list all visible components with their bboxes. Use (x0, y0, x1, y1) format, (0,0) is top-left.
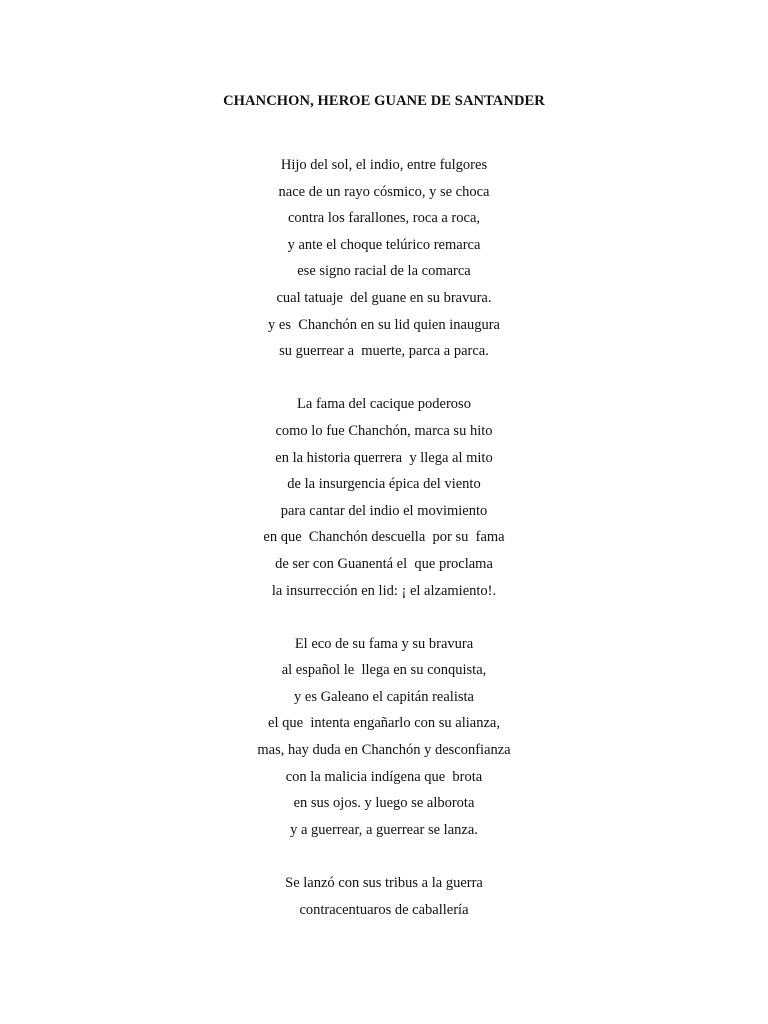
poem-line: cual tatuaje del guane en su bravura. (276, 289, 492, 306)
poem-line: nace de un rayo cósmico, y se choca (278, 183, 490, 200)
stanza-4 (0, 872, 768, 925)
poem-line: y a guerrear, a guerrear se lanza. (290, 821, 478, 838)
poem-line: El eco de su fama y su bravura (294, 635, 474, 652)
poem-line: ese signo racial de la comarca (297, 263, 471, 280)
poem-line: como lo fue Chanchón, marca su hito (275, 422, 493, 439)
poem-line: de la insurgencia épica del viento (287, 476, 481, 493)
poem-line: y ante el choque telúrico remarca (287, 236, 481, 253)
stanza-1 (0, 154, 768, 367)
poem-body (0, 154, 768, 952)
poem-line: en sus ojos. y luego se alborota (293, 795, 475, 812)
poem-line: contra los farallones, roca a roca, (287, 210, 481, 227)
poem-line: su guerrear a muerte, parca a parca. (279, 343, 489, 360)
poem-line: mas, hay duda en Chanchón y desconfianza (257, 742, 511, 759)
poem-line: en la historia querrera y llega al mito (275, 449, 493, 466)
poem-line: Hijo del sol, el indio, entre fulgores (280, 157, 488, 173)
poem-line: de ser con Guanentá el que proclama (275, 555, 493, 572)
poem-line: para cantar del indio el movimiento (280, 502, 488, 519)
poem-line: y es Galeano el capitán realista (294, 688, 474, 705)
poem-line: en que Chanchón descuella por su fama (263, 529, 505, 546)
stanza-3 (0, 633, 768, 846)
poem-line: con la malicia indígena que brota (285, 768, 483, 785)
poem-line: Se lanzó con sus tribus a la guerra (285, 875, 483, 892)
poem-line: la insurrección en lid: ¡ el alzamiento!. (271, 582, 497, 599)
poem-line: al español le llega en su conquista, (281, 662, 487, 679)
poem-line: La fama del cacique poderoso (297, 396, 471, 413)
poem-line: contracentuaros de caballería (299, 901, 469, 918)
poem-title: CHANCHON, HEROE GUANE DE SANTANDER (223, 93, 545, 109)
poem-line: y es Chanchón en su lid quien inaugura (268, 316, 500, 333)
stanza-2 (0, 393, 768, 606)
poem-line: el que intenta engañarlo con su alianza, (268, 715, 500, 732)
